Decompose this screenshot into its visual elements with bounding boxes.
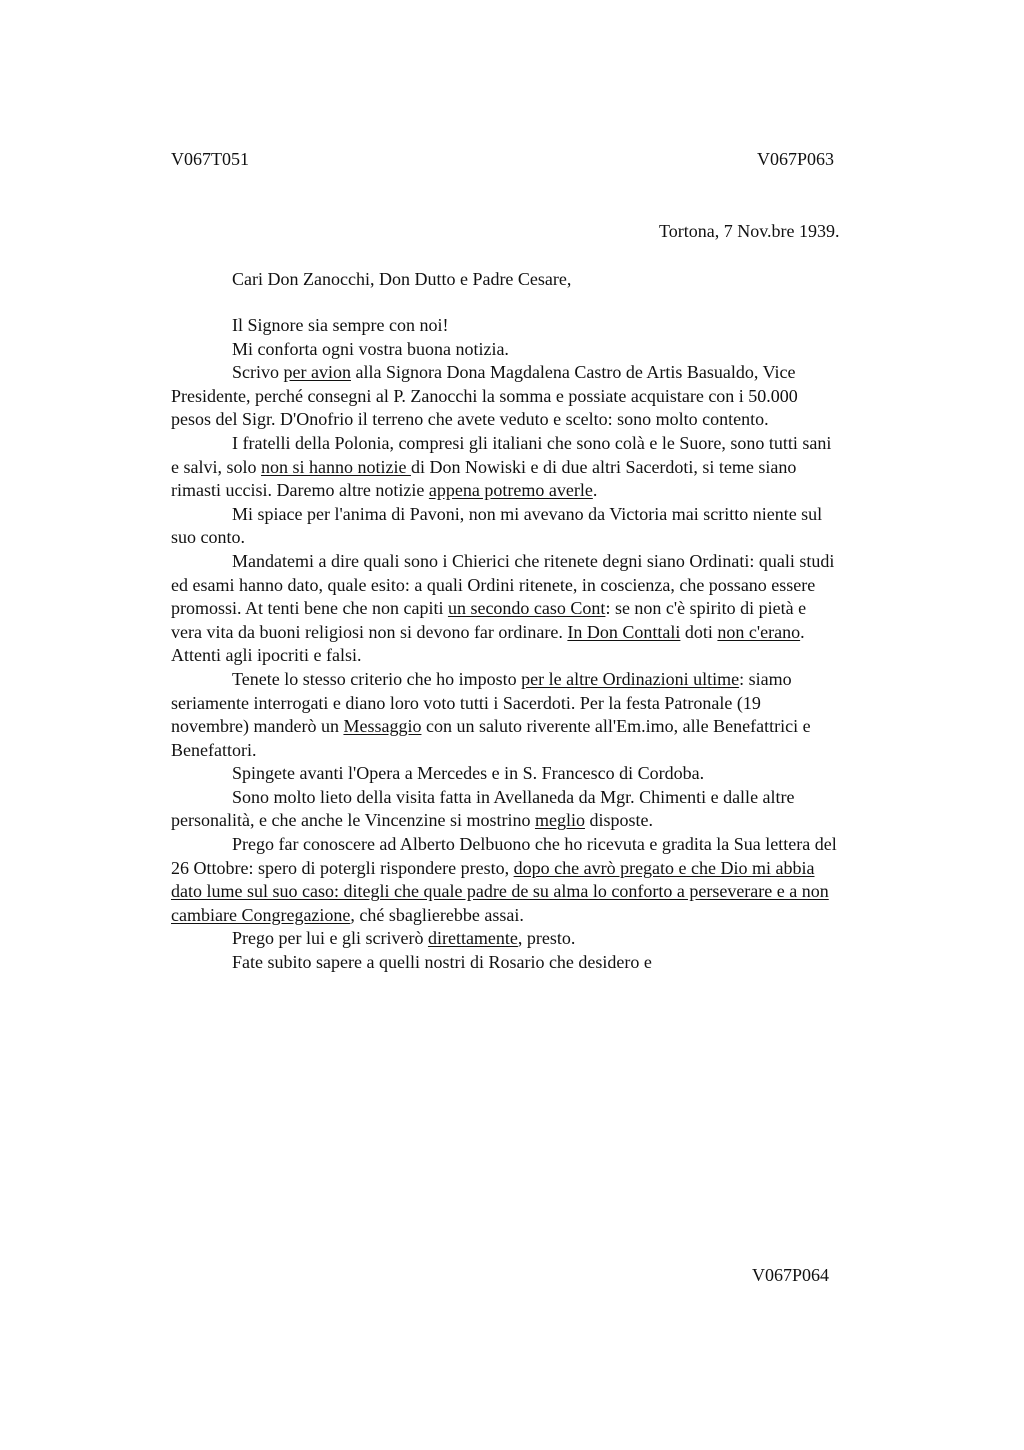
text-segment: di Don Nowiski e di due altri Sacerdoti, si teme siano: [410, 456, 797, 477]
underlined-text: meglio: [534, 810, 585, 831]
text-segment: , presto.: [517, 928, 576, 949]
text-segment: e salvi, solo: [171, 456, 261, 477]
underlined-text: Messaggio: [343, 716, 422, 737]
body-line: [171, 574, 941, 598]
body-line: [171, 526, 941, 550]
text-segment: Attenti agli ipocriti e falsi.: [171, 645, 362, 666]
body-line: [171, 904, 941, 928]
text-segment: Presidente, perché consegni al P. Zanocchi la somma e possiate acquistare con i 50.000: [171, 385, 798, 406]
body-line: [171, 408, 941, 432]
body-line: [171, 715, 941, 739]
page-code-bottom: V067P064: [752, 1265, 830, 1285]
underlined-text: In Don Conttali: [567, 621, 681, 642]
underlined-text: non si hanno notizie: [261, 456, 411, 477]
body-line: [171, 479, 941, 503]
body-line: [171, 880, 941, 904]
underlined-text: per le altre Ordinazioni ultime: [521, 668, 740, 689]
text-segment: suo conto.: [171, 527, 245, 548]
body-line: [171, 857, 941, 881]
text-segment: Spingete avanti l'Opera a Mercedes e in S. Francesco di Cordoba.: [232, 763, 705, 784]
text-segment: Fate subito sapere a quelli nostri di Rosario che desidero e: [232, 952, 652, 973]
text-segment: Il Signore sia sempre con noi!: [232, 315, 449, 335]
dateline: Tortona, 7 Nov.bre 1939.: [659, 221, 840, 241]
text-segment: ed esami hanno dato, quale esito: a quali Ordini ritenete, in coscienza, che possano essere: [171, 574, 816, 595]
body-line: [171, 338, 941, 362]
body-line: [171, 951, 941, 975]
underlined-text: appena potremo averle: [428, 480, 593, 501]
body-line: [171, 927, 941, 951]
salutation: Cari Don Zanocchi, Don Dutto e Padre Cesare,: [232, 269, 572, 289]
text-segment: , ché sbaglierebbe assai.: [350, 904, 524, 925]
body-line: [171, 503, 941, 527]
underlined-text: per avion: [283, 362, 351, 383]
letter-body: [171, 314, 941, 975]
body-line: [171, 762, 941, 786]
body-line: [171, 809, 941, 833]
underlined-text: dato lume sul suo caso: ditegli che quale padre de su alma lo conforto a perseverare e a non: [171, 881, 829, 902]
text-segment: alla Signora Dona Magdalena Castro de Artis Basualdo, Vice: [350, 362, 796, 383]
body-line: [171, 314, 941, 338]
underlined-text: non c'erano: [717, 621, 801, 642]
text-segment: con un saluto riverente all'Em.imo, alle Benefattrici e: [421, 716, 811, 737]
body-line: [171, 550, 941, 574]
text-segment: : se non c'è spirito di pietà e: [605, 598, 807, 619]
text-segment: doti: [680, 621, 718, 642]
text-segment: rimasti uccisi. Daremo altre notizie: [171, 480, 429, 501]
text-segment: Mi conforta ogni vostra buona notizia.: [232, 338, 509, 359]
body-line: [171, 739, 941, 763]
underlined-text: dopo che avrò pregato e che Dio mi abbia: [513, 857, 815, 878]
text-segment: Scrivo: [232, 362, 284, 383]
text-segment: promossi. At tenti bene che non capiti: [171, 598, 448, 619]
body-line: [171, 833, 941, 857]
body-line: [171, 668, 941, 692]
text-segment: .: [592, 480, 598, 501]
text-segment: Sono molto lieto della visita fatta in Avellaneda da Mgr. Chimenti e dalle altre: [232, 786, 795, 807]
body-line: [171, 385, 941, 409]
text-segment: Prego far conoscere ad Alberto Delbuono che ho ricevuta e gradita la Sua lettera del: [232, 834, 837, 855]
text-segment: disposte.: [584, 810, 653, 831]
text-segment: Mi spiace per l'anima di Pavoni, non mi avevano da Victoria mai scritto niente sul: [232, 503, 823, 524]
body-line: [171, 361, 941, 385]
text-segment: seriamente interrogati e diano loro voto tutti i Sacerdoti. Per la festa Patronale (19: [171, 692, 761, 713]
text-segment: : siamo: [739, 668, 792, 689]
text-segment: 26 Ottobre: spero di potergli rispondere presto,: [171, 857, 514, 878]
text-segment: Mandatemi a dire quali sono i Chierici che ritenete degni siano Ordinati: quali studi: [232, 550, 835, 571]
underlined-text: direttamente: [427, 928, 518, 949]
text-segment: pesos del Sigr. D'Onofrio il terreno che avete veduto e scelto: sono molto contento.: [171, 409, 769, 430]
page-code-right: V067P063: [757, 149, 835, 169]
text-segment: novembre) manderò un: [171, 716, 344, 737]
body-line: [171, 456, 941, 480]
document-code-left: V067T051: [171, 149, 249, 169]
text-segment: .: [800, 621, 805, 642]
body-line: [171, 432, 941, 456]
text-segment: Prego per lui e gli scriverò: [232, 928, 428, 949]
text-segment: I fratelli della Polonia, compresi gli italiani che sono colà e le Suore, sono tutti sani: [232, 432, 832, 453]
text-segment: Benefattori.: [171, 739, 257, 760]
body-line: [171, 621, 941, 645]
body-line: [171, 692, 941, 716]
body-line: [171, 644, 941, 668]
body-line: [171, 597, 941, 621]
body-line: [171, 786, 941, 810]
text-segment: vera vita da buoni religiosi non si devono far ordinare.: [171, 621, 568, 642]
underlined-text: un secondo caso Cont: [447, 598, 606, 619]
text-segment: personalità, e che anche le Vincenzine si mostrino: [171, 810, 535, 831]
underlined-text: cambiare Congregazione: [171, 904, 351, 925]
text-segment: Tenete lo stesso criterio che ho imposto: [232, 668, 522, 689]
